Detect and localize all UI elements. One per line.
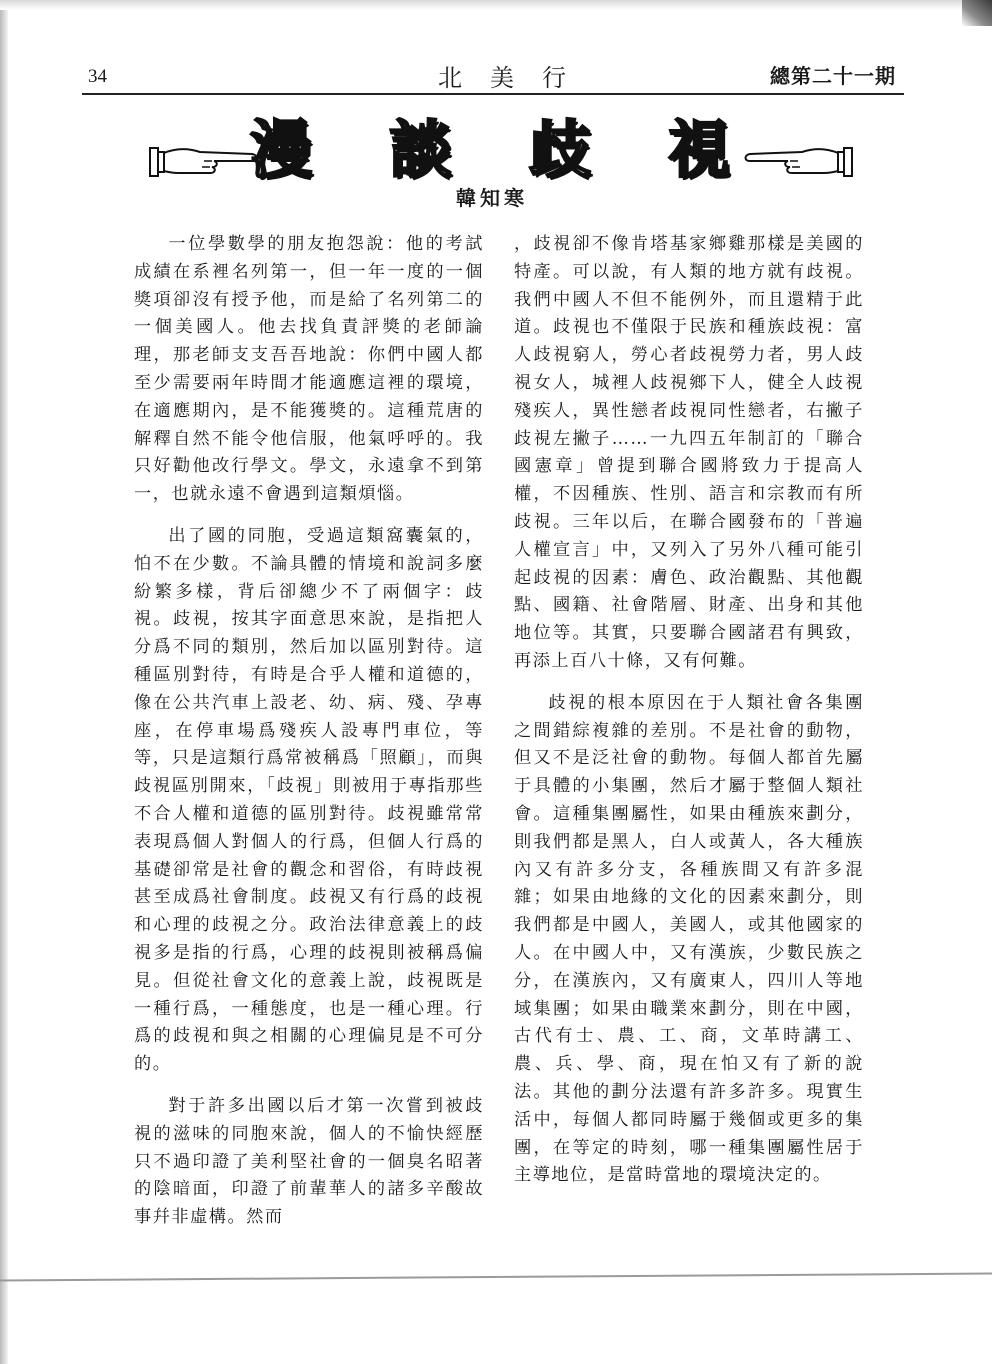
article-title <box>250 104 730 184</box>
paragraph: 對于許多出國以后才第一次嘗到被歧視的滋味的同胞來說，個人的不愉快經歷只不過印證了美利堅社會的一個臭名昭著的陰暗面，印證了前輩華人的諸多辛酸故事幷非虛構。然而 <box>134 1095 484 1228</box>
page-number: 34 <box>88 66 107 87</box>
title-char: 歧 <box>528 112 591 186</box>
title-char: 談 <box>389 112 452 186</box>
header-rule <box>82 93 904 95</box>
pointing-hand-right-icon <box>148 140 260 182</box>
paragraph-continued: ，歧視卻不像肯塔基家鄉雞那樣是美國的特產。可以說，有人類的地方就有歧視。我們中國人不但不能例外，而且還精于此道。歧視也不僅限于民族和種族歧視：富人歧視窮人，勞心者歧視勞力者，男人歧視女人，城裡人歧視鄉下人，健全人歧視殘疾人，異性戀者歧視同性戀者，右撇子歧視左撇子……一九四五年制訂的「聯合國憲章」曾提到聯合國將致力于提高人權，不因種族、性別、語言和宗教而有所歧視。三年以后，在聯合國發布的「普遍人權宣言」中，又列入了另外八種可能引起歧視的因素：膚色、政治觀點、其他觀點、國籍、社會階層、財產、出身和其他地位等。其實，只要聯合國諸君有興致，再添上百八十條，又有何難。 <box>514 234 864 671</box>
paragraph: 出了國的同胞，受過這類窩囊氣的，怕不在少數。不論具體的情境和說詞多麼紛繁多樣，背后卻總少不了兩個字：歧視。歧視，按其字面意思來說，是指把人分爲不同的類別，然后加以區別對待。這種區別對待，有時是合乎人權和道德的，像在公共汽車上設老、幼、病、殘、孕專座，在停車場爲殘疾人設專門車位，等等，只是這類行爲常被稱爲「照顧」，而與歧視區別開來，「歧視」則被用于專指那些不合人權和道德的區別對待。歧視雖常常表現爲個人對個人的行爲，但個人行爲的基礎卻常是社會的觀念和習俗，有時歧視甚至成爲社會制度。歧視又有行爲的歧視和心理的歧視之分。政治法律意義上的歧視多是指的行爲，心理的歧視則被稱爲偏見。但從社會文化的意義上說，歧視既是一種行爲，一種態度，也是一種心理。行爲的歧視和與之相關的心理偏見是不可分的。 <box>134 525 484 1075</box>
scan-edge-left <box>0 0 8 1364</box>
scan-edge-top <box>0 0 992 10</box>
title-char: 視 <box>667 112 730 186</box>
paragraph: 歧視的根本原因在于人類社會各集團之間錯綜複雜的差別。不是社會的動物，但又不是泛社會的動物。每個人都首先屬于具體的小集團，然后才屬于整個人類社會。這種集團屬性，如果由種族來劃分，則我們都是黑人，白人或黃人，各大種族內又有許多分支，各種族間又有許多混雜；如果由地緣的文化的因素來劃分，則我們都是中國人，美國人，或其他國家的人。在中國人中，又有漢族，少數民族之分，在漢族內，又有廣東人，四川人等地域集團；如果由職業來劃分，則在中國，古代有士、農、工、商，文革時講工、農、兵、學、商，現在怕又有了新的說法。其他的劃分法還有許多許多。現實生活中，每個人都同時屬于幾個或更多的集團，在等定的時刻，哪一種集團屬性居于主導地位，是當時當地的環境決定的。 <box>514 692 864 1186</box>
paragraph: 一位學數學的朋友抱怨說：他的考試成績在系裡名列第一，但一年一度的一個獎項卻沒有授予他，而是給了名列第二的一個美國人。他去找負責評獎的老師論理，那老師支支吾吾地說：你們中國人都至少需要兩年時間才能適應這裡的環境，在適應期內，是不能獲獎的。這種荒唐的解釋自然不能令他信服，他氣呼呼的。我只好勸他改行學文。學文，永遠拿不到第一，也就永遠不會遇到這類煩惱。 <box>134 234 484 505</box>
author-name: 韓知寒 <box>456 186 528 210</box>
scan-corner <box>962 0 992 26</box>
article-column-left <box>134 231 484 1232</box>
issue-number: 總第二十一期 <box>770 64 896 88</box>
publication-title: 北美行 <box>438 64 594 92</box>
pointing-hand-left-icon <box>742 140 854 182</box>
article-column-right <box>514 231 864 1190</box>
scan-edge-bottom <box>0 1273 992 1282</box>
title-char: 漫 <box>250 112 313 186</box>
